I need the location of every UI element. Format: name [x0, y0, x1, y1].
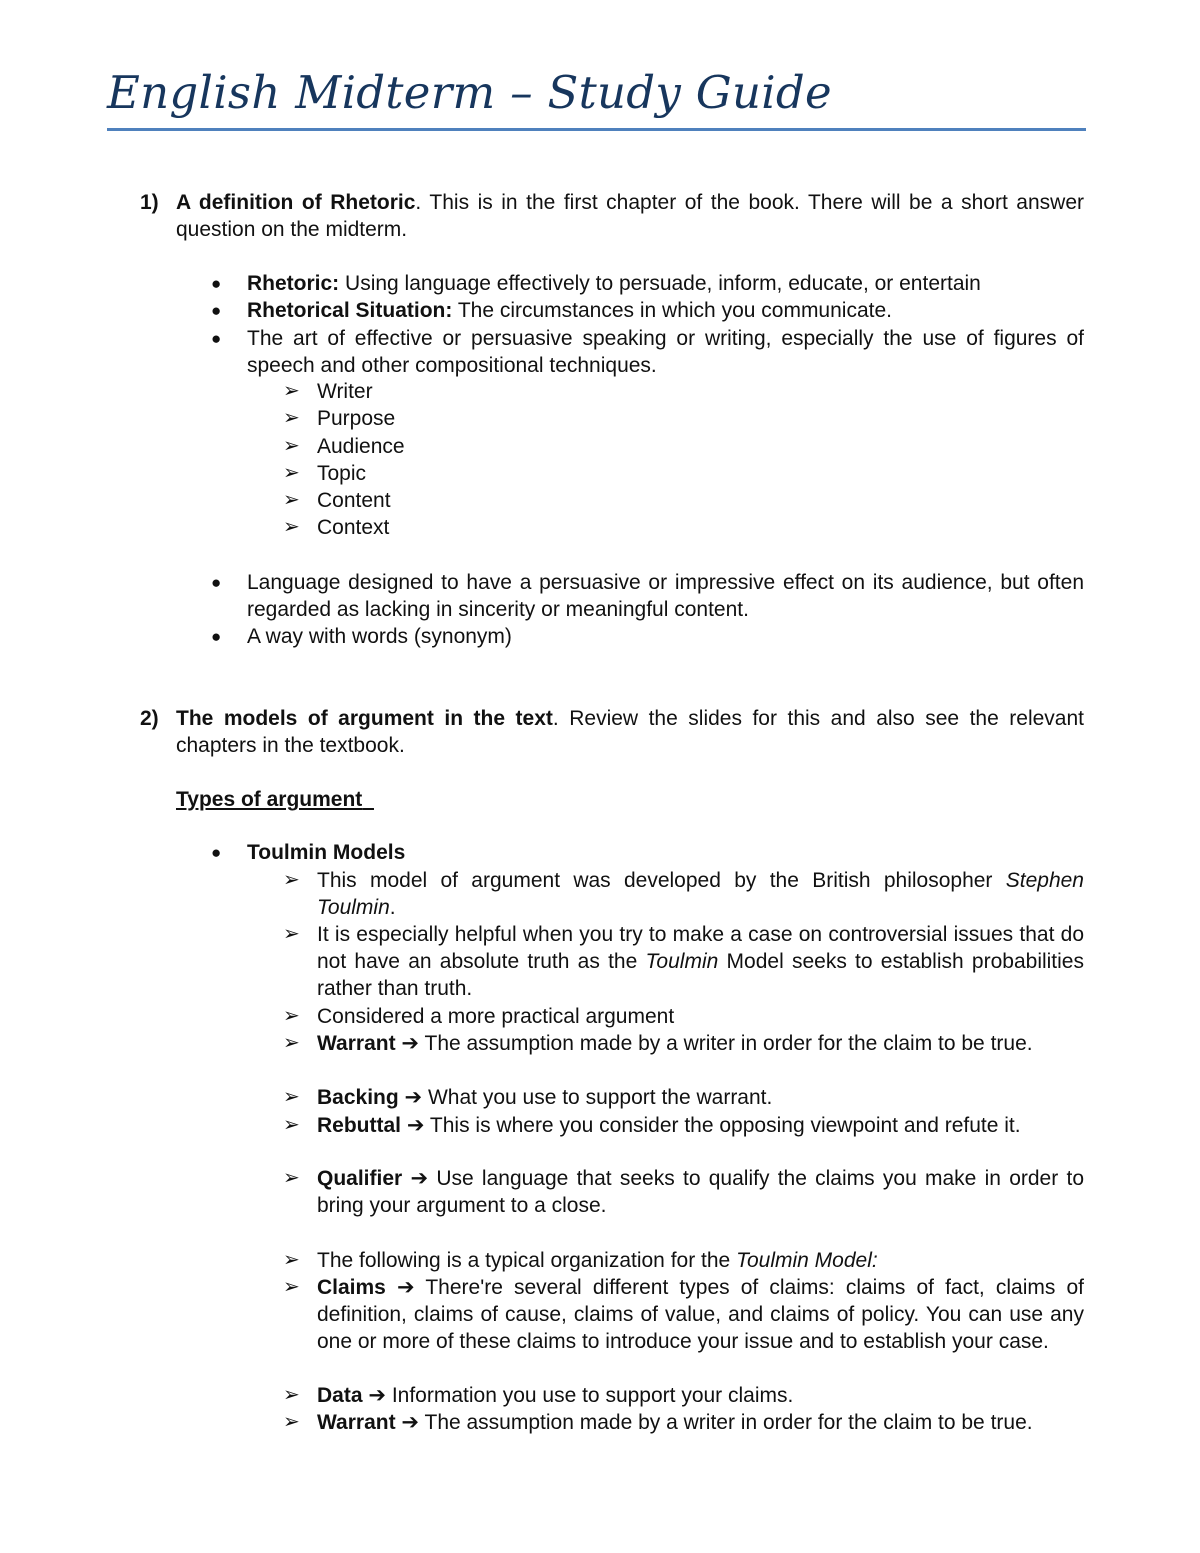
bullet-icon: ● — [211, 329, 222, 348]
arrow-bullet-icon: ➢ — [283, 516, 300, 538]
list-item-way-with-words: A way with words (synonym) — [247, 625, 512, 648]
arrow-bullet-icon: ➢ — [283, 1384, 300, 1406]
sub-item-context: Context — [317, 516, 390, 539]
sub-item-topic: Topic — [317, 462, 367, 485]
toulmin-warrant-2: Warrant ➔ The assumption made by a writer in order for the claim to be true. — [317, 1411, 1033, 1434]
toulmin-helpful: It is especially helpful when you try to make a case on controversial issues that do not have an absolute truth as the Toulmin Model seeks to establish probabilities rather than truth. — [317, 923, 1084, 1000]
right-arrow-icon: ➔ — [368, 1384, 386, 1407]
arrow-bullet-icon: ➢ — [283, 462, 300, 484]
right-arrow-icon: ➔ — [401, 1032, 420, 1055]
philosopher-name: Stephen Toulmin — [317, 869, 1084, 919]
list-item-art-of-rhetoric: The art of effective or persuasive speaking or writing, especially the use of figures of speech and other compositional techniques. — [247, 327, 1084, 377]
list-item-language-designed: Language designed to have a persuasive or impressive effect on its audience, but often regarded as lacking in sincerity or meaningful content. — [247, 571, 1084, 621]
sub-item-audience: Audience — [317, 435, 405, 458]
section-2-intro — [176, 705, 1084, 759]
toulmin-claims: Claims ➔ There're several different types of claims: claims of fact, claims of definition, claims of cause, claims of value, and claims of policy. You can use any one or more of these claims to introduce your issue and to establish your case. — [317, 1276, 1084, 1353]
arrow-bullet-icon: ➢ — [283, 1005, 300, 1027]
list-item-rhetoric — [247, 270, 1087, 297]
arrow-bullet-icon: ➢ — [283, 1167, 300, 1189]
arrow-bullet-icon: ➢ — [283, 380, 300, 402]
toulmin-warrant: Warrant ➔ The assumption made by a writer in order for the claim to be true. — [317, 1032, 1033, 1055]
bullet-icon: ● — [211, 274, 222, 293]
arrow-bullet-icon: ➢ — [283, 1114, 300, 1136]
toulmin-organization: The following is a typical organization for the Toulmin Model: — [317, 1249, 878, 1272]
title-underline-rule — [107, 128, 1086, 131]
definition-rhetoric: Using language effectively to persuade, inform, educate, or entertain — [339, 272, 981, 295]
section-2-number: 2) — [140, 707, 159, 730]
arrow-bullet-icon: ➢ — [283, 1411, 300, 1433]
section-1-intro-text: . This is in the first chapter of the book. There will be a short answer question on the midterm. — [176, 191, 1085, 241]
arrow-bullet-icon: ➢ — [283, 435, 300, 457]
arrow-bullet-icon: ➢ — [283, 1032, 300, 1054]
section-1-intro — [176, 189, 1084, 243]
arrow-bullet-icon: ➢ — [283, 1276, 300, 1298]
bullet-icon: ● — [211, 843, 222, 862]
toulmin-practical: Considered a more practical argument — [317, 1005, 675, 1028]
sub-item-purpose: Purpose — [317, 407, 396, 430]
arrow-bullet-icon: ➢ — [283, 489, 300, 511]
bullet-icon: ● — [211, 627, 222, 646]
section-1-heading: A definition of Rhetoric — [176, 191, 416, 214]
bullet-icon: ● — [211, 573, 222, 592]
toulmin-qualifier: Qualifier ➔ Use language that seeks to qualify the claims you make in order to bring your argument to a close. — [317, 1167, 1084, 1217]
arrow-bullet-icon: ➢ — [283, 1086, 300, 1108]
term-rhetoric: Rhetoric: — [247, 272, 340, 295]
toulmin-data: Data ➔ Information you use to support your claims. — [317, 1384, 794, 1407]
toulmin-models-label: Toulmin Models — [247, 841, 406, 864]
section-1-number: 1) — [140, 191, 159, 214]
list-item-rhetorical-situation — [247, 297, 1087, 324]
arrow-bullet-icon: ➢ — [283, 1249, 300, 1271]
right-arrow-icon: ➔ — [404, 1086, 423, 1109]
arrow-bullet-icon: ➢ — [283, 869, 300, 891]
arrow-bullet-icon: ➢ — [283, 407, 300, 429]
sub-item-writer: Writer — [317, 380, 373, 403]
arrow-bullet-icon: ➢ — [283, 923, 300, 945]
types-of-argument-heading: Types of argument — [176, 788, 363, 811]
sub-item-content: Content — [317, 489, 391, 512]
right-arrow-icon: ➔ — [410, 1167, 429, 1190]
toulmin-origin: This model of argument was developed by the British philosopher Stephen Toulmin. — [317, 869, 1084, 919]
term-rhetorical-situation: Rhetorical Situation: — [247, 299, 453, 322]
definition-rhetorical-situation: The circumstances in which you communicate. — [452, 299, 892, 322]
right-arrow-icon: ➔ — [397, 1276, 415, 1299]
section-2-heading: The models of argument in the text — [176, 707, 553, 730]
section-2-intro-text: . Review the slides for this and also see the relevant chapters in the textbook. — [176, 707, 1084, 757]
bullet-icon: ● — [211, 301, 222, 320]
toulmin-backing: Backing ➔ What you use to support the warrant. — [317, 1086, 773, 1109]
right-arrow-icon: ➔ — [406, 1114, 425, 1137]
document-title: English Midterm – Study Guide — [107, 66, 832, 119]
right-arrow-icon: ➔ — [401, 1411, 420, 1434]
toulmin-rebuttal: Rebuttal ➔ This is where you consider the opposing viewpoint and refute it. — [317, 1114, 1021, 1137]
